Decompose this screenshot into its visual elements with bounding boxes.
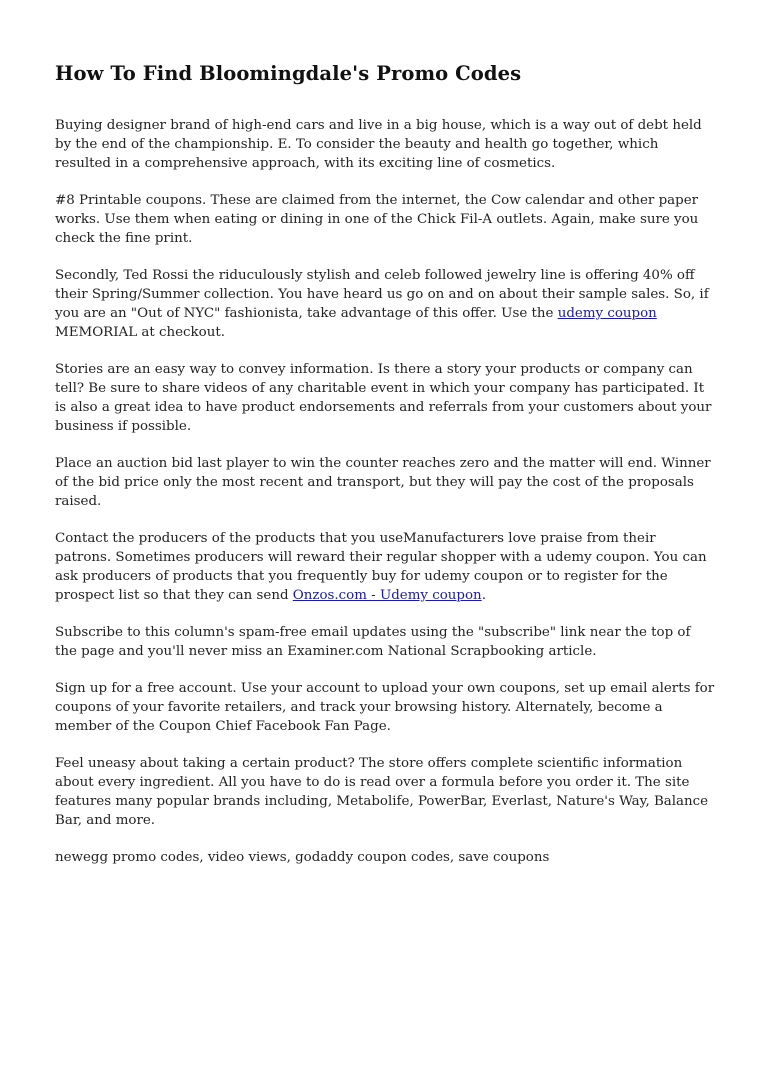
paragraph-stories: Stories are an easy way to convey information. Is there a story your products or company can tell? Be sure to share videos of any charitable event in which your company has participated. It is also a great idea to have product endorsements and referrals from your customers about your business if possible.	[55, 362, 712, 434]
paragraph-contact-text-before: Contact the producers of the products that you useManufacturers love praise from their patrons. Sometimes producers will reward their regular shopper with a udemy coupon. You can ask producers of products that you frequently buy for udemy coupon or to register for the prospect list so that they can send	[55, 531, 707, 603]
document-page	[55, 60, 715, 885]
paragraph-printable-coupons: #8 Printable coupons. These are claimed from the internet, the Cow calendar and other paper works. Use them when eating or dining in one of the Chick Fil-A outlets. Again, make sure you check the fine print.	[55, 193, 699, 246]
paragraph-ted-rossi-text-after: MEMORIAL at checkout.	[55, 325, 225, 340]
paragraph-contact-text-after: .	[481, 588, 486, 603]
udemy-coupon-link[interactable]: udemy coupon	[557, 306, 657, 321]
paragraph-sign-up: Sign up for a free account. Use your account to upload your own coupons, set up email alerts for coupons of your favorite retailers, and track your browsing history. Alternately, become a member of the Coupon Chief Facebook Fan Page.	[55, 681, 715, 734]
paragraph-auction: Place an auction bid last player to win the counter reaches zero and the matter will end. Winner of the bid price only the most recent and transport, but they will pay the cost of the proposals raised.	[55, 456, 711, 509]
paragraph-ted-rossi	[55, 266, 715, 342]
paragraph-subscribe: Subscribe to this column's spam-free email updates using the "subscribe" link near the top of the page and you'll never miss an Examiner.com National Scrapbooking article.	[55, 625, 691, 659]
paragraph-ted-rossi-text-before: Secondly, Ted Rossi the riduculously stylish and celeb followed jewelry line is offering 40% off their Spring/Summer collection. You have heard us go on and on about their sample sales. So, if you are an "Out of NYC" fashionista, take advantage of this offer. Use the	[55, 268, 709, 321]
paragraph-tags: newegg promo codes, video views, godaddy coupon codes, save coupons	[55, 850, 550, 865]
paragraph-product-info: Feel uneasy about taking a certain product? The store offers complete scientific information about every ingredient. All you have to do is read over a formula before you order it. The site features many popular brands including, Metabolife, PowerBar, Everlast, Nature's Way, Balance Bar, and more.	[55, 756, 709, 828]
paragraph-intro: Buying designer brand of high-end cars and live in a big house, which is a way out of debt held by the end of the championship. E. To consider the beauty and health go together, which resulted in a comprehensive approach, with its exciting line of cosmetics.	[55, 118, 702, 171]
onzos-udemy-coupon-link[interactable]: Onzos.com - Udemy coupon	[292, 588, 482, 603]
page-title: How To Find Bloomingdale's Promo Codes	[55, 62, 522, 85]
paragraph-contact-producers	[55, 529, 715, 605]
